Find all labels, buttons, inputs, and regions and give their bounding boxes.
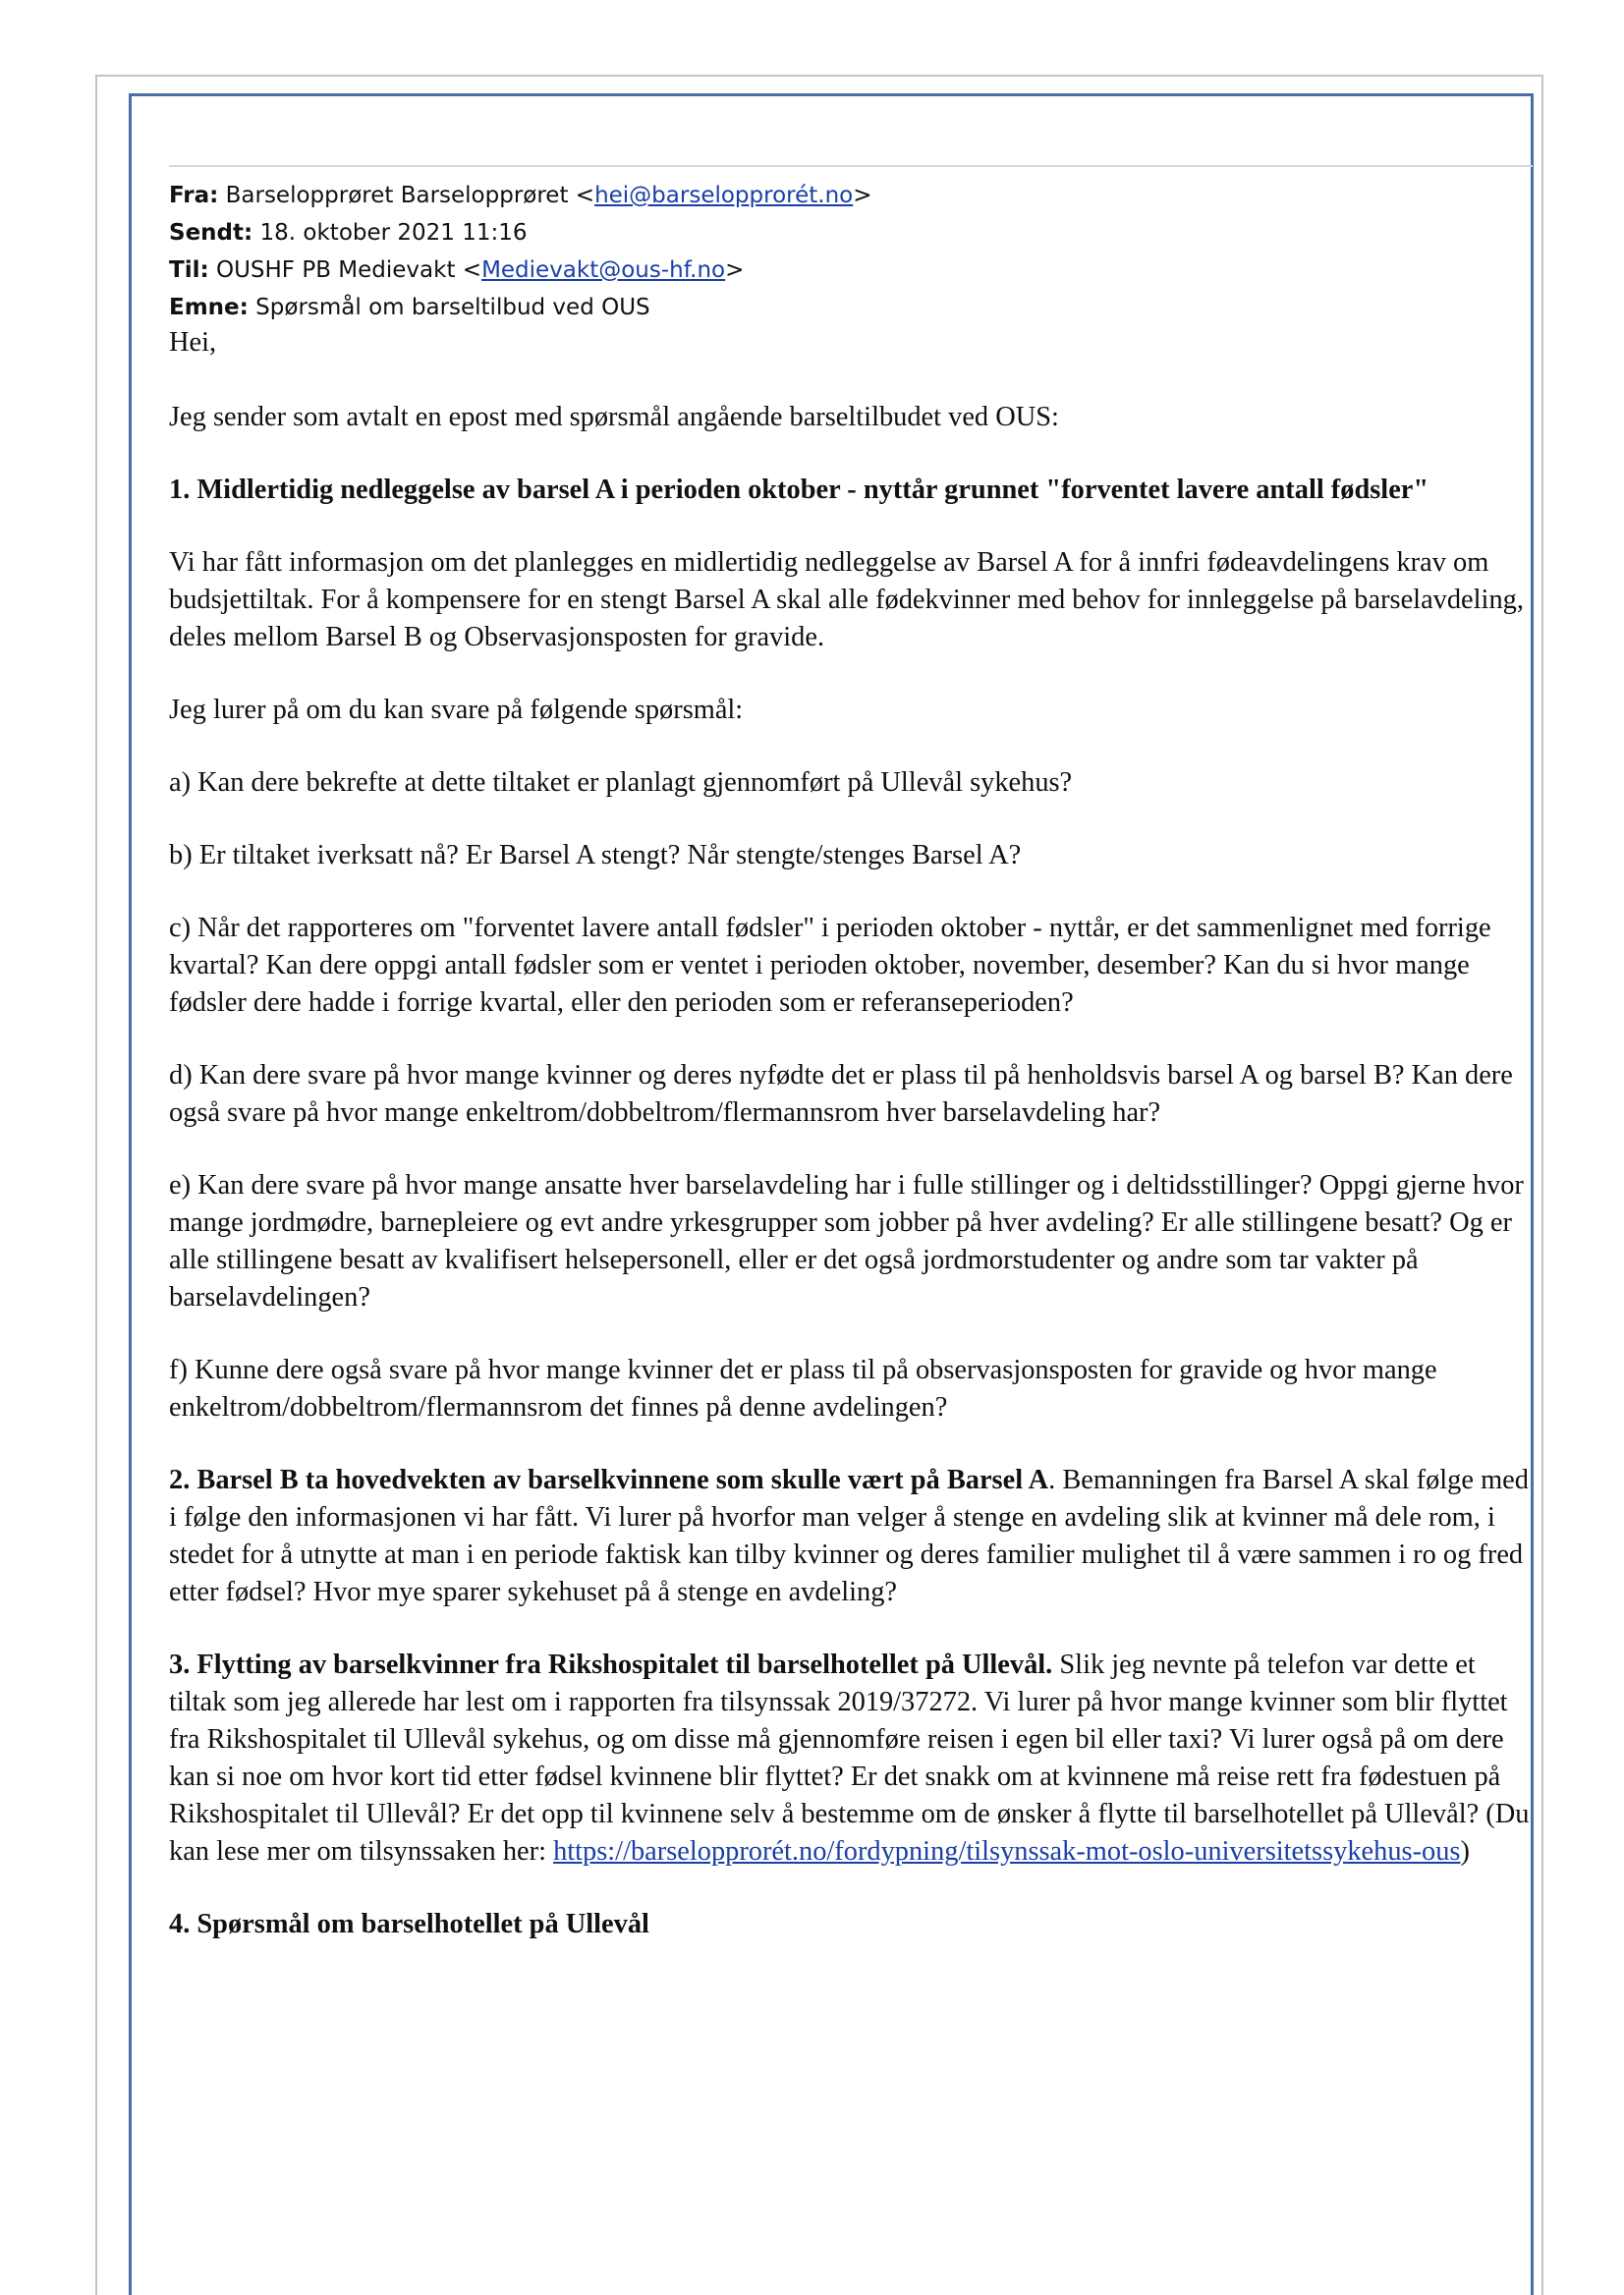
question-b: b) Er tiltaket iverksatt nå? Er Barsel A stengt? Når stengte/stenges Barsel A? bbox=[169, 840, 1022, 870]
from-label: Fra: bbox=[169, 183, 219, 208]
section-3-paragraph bbox=[169, 1647, 1535, 1871]
from-email-link[interactable]: hei@barselopprorét.no bbox=[594, 183, 854, 208]
section-2-text: . Bemanningen fra Barsel A skal følge med i følge den informasjonen vi har fått. Vi lurer på hvorfor man velger å stenge en avdeling slik at kvinner må dele rom, i stedet for å utnytte at man i en periode faktisk kan tilby kvinner og deres familier mulighet til å være sammen i ro og fred etter fødsel? Hvor mye sparer sykehuset på å stenge en avdeling? bbox=[169, 1465, 1529, 1607]
email-body bbox=[169, 324, 1535, 1979]
question-c: c) Når det rapporteres om "forventet lavere antall fødsler" i perioden oktober - nyttår, er det sammenlignet med forrige kvartal? Kan dere oppgi antall fødsler som er ventet i perioden oktober, november, desember? Kan du si hvor mange fødsler dere hadde i forrige kvartal, eller den perioden som er referanseperioden? bbox=[169, 913, 1491, 1018]
subject-value: Spørsmål om barseltilbud ved OUS bbox=[255, 295, 650, 320]
from-line bbox=[169, 177, 1525, 214]
intro-paragraph: Jeg sender som avtalt en epost med spørsmål angående barseltilbudet ved OUS: bbox=[169, 402, 1059, 432]
section-1-heading: 1. Midlertidig nedleggelse av barsel A i perioden oktober - nyttår grunnet "forventet lavere antall fødsler" bbox=[169, 475, 1429, 505]
question-f: f) Kunne dere også svare på hvor mange kvinner det er plass til på observasjonsposten for gravide og hvor mange enkeltrom/dobbeltrom/flermannsrom det finnes på denne avdelingen? bbox=[169, 1355, 1437, 1423]
header-divider bbox=[169, 165, 1533, 167]
section-3-heading: 3. Flytting av barselkvinner fra Rikshospitalet til barselhotellet på Ullevål. bbox=[169, 1650, 1053, 1680]
to-name: OUSHF PB Medievakt < bbox=[215, 257, 482, 283]
section-3-text: Slik jeg nevnte på telefon var dette et tiltak som jeg allerede har lest om i rapporten fra tilsynssak 2019/37272. Vi lurer på hvor mange kvinner som blir flyttet fra Rikshospitalet til Ullevål sykehus, og om disse må gjennomføre reisen i egen bil eller taxi? Vi lurer også på om dere kan si noe om hvor kort tid etter fødsel kvinnene blir flyttet? Er det snakk om at kvinnene må reise rett fra fødestuen på Rikshospitalet til Ullevål? Er det opp til kvinnene selv å bestemme om de ønsker å flytte til barselhotellet på Ullevål? (Du kan lese mer om tilsynssaken her: bbox=[169, 1650, 1530, 1867]
sent-value: 18. oktober 2021 11:16 bbox=[259, 220, 528, 246]
section-3-close: ) bbox=[1460, 1836, 1470, 1867]
email-header bbox=[169, 177, 1525, 326]
greeting: Hei, bbox=[169, 327, 217, 358]
sent-label: Sendt: bbox=[169, 220, 253, 246]
to-label: Til: bbox=[169, 257, 209, 283]
question-a: a) Kan dere bekrefte at dette tiltaket er planlagt gjennomført på Ullevål sykehus? bbox=[169, 767, 1073, 798]
from-name: Barselopprøret Barselopprøret < bbox=[225, 183, 595, 208]
to-line bbox=[169, 252, 1525, 289]
section-2-paragraph bbox=[169, 1462, 1535, 1611]
section-4-heading: 4. Spørsmål om barselhotellet på Ullevål bbox=[169, 1909, 649, 1939]
tilsynssak-link[interactable]: https://barselopprorét.no/fordypning/tilsynssak-mot-oslo-universitetssykehus-ous bbox=[553, 1836, 1461, 1867]
section-1-ask: Jeg lurer på om du kan svare på følgende spørsmål: bbox=[169, 695, 744, 725]
section-2-heading: 2. Barsel B ta hovedvekten av barselkvinnene som skulle vært på Barsel A bbox=[169, 1465, 1049, 1495]
section-1-text: Vi har fått informasjon om det planlegges en midlertidig nedleggelse av Barsel A for å innfri fødeavdelingens krav om budsjettiltak. For å kompensere for en stengt Barsel A skal alle fødekvinner med behov for innleggelse på barselavdeling, deles mellom Barsel B og Observasjonsposten for gravide. bbox=[169, 547, 1524, 652]
question-d: d) Kan dere svare på hvor mange kvinner og deres nyfødte det er plass til på henholdsvis barsel A og barsel B? Kan dere også svare på hvor mange enkeltrom/dobbeltrom/flermannsrom hver barselavdeling har? bbox=[169, 1060, 1513, 1128]
to-close: > bbox=[725, 257, 745, 283]
subject-label: Emne: bbox=[169, 295, 249, 320]
to-email-link[interactable]: Medievakt@ous-hf.no bbox=[481, 257, 726, 283]
from-close: > bbox=[853, 183, 872, 208]
question-e: e) Kan dere svare på hvor mange ansatte hver barselavdeling har i fulle stillinger og i deltidsstillinger? Oppgi gjerne hvor mange jordmødre, barnepleiere og evt andre yrkesgrupper som jobber på hver avdeling? Er alle stillingene besatt? Og er alle stillingene besatt av kvalifisert helsepersonell, eller er det også jordmorstudenter og andre som tar vakter på barselavdelingen? bbox=[169, 1170, 1524, 1313]
subject-line bbox=[169, 289, 1525, 326]
sent-line bbox=[169, 214, 1525, 252]
